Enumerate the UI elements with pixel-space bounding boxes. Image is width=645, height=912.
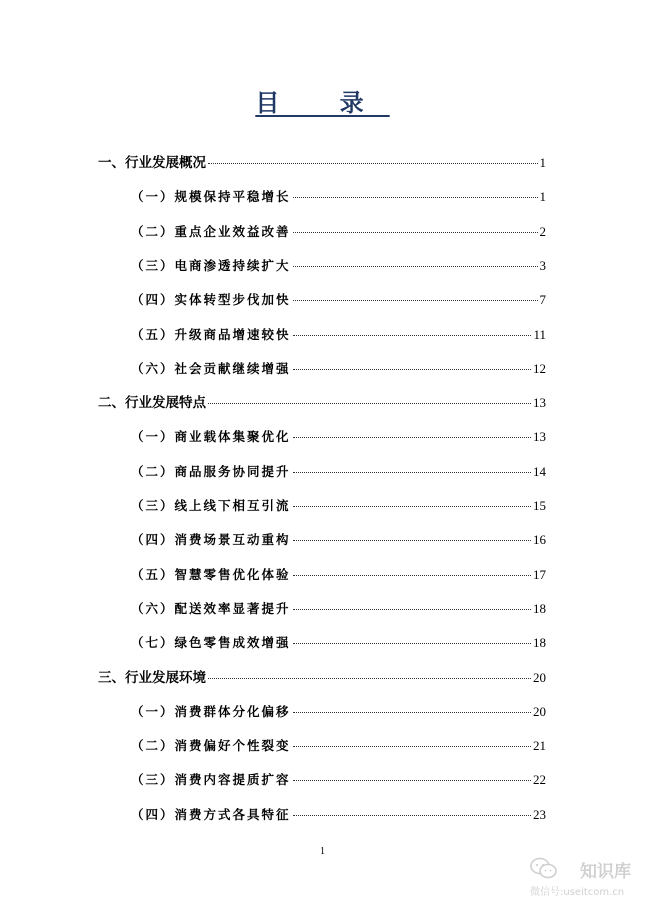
toc-entry-page: 12 xyxy=(533,360,546,376)
toc-entry-label: （一）消费群体分化偏移 xyxy=(131,703,291,719)
toc-entry[interactable] xyxy=(131,426,546,448)
toc-entry-page: 13 xyxy=(533,395,546,411)
toc-entry-label: （五）智慧零售优化体验 xyxy=(131,566,291,582)
toc-entry-label: （五）升级商品增速较快 xyxy=(131,326,291,342)
toc-entry[interactable] xyxy=(98,667,546,689)
toc-entry-page: 23 xyxy=(533,806,546,822)
dot-leader xyxy=(208,162,538,164)
toc-entry-label: （七）绿色零售成效增强 xyxy=(131,635,291,651)
toc-entry[interactable] xyxy=(131,358,546,380)
toc-entry-page: 2 xyxy=(539,223,546,239)
toc-entry[interactable] xyxy=(131,564,546,586)
dot-leader xyxy=(293,745,531,747)
toc-entry-label: （四）实体转型步伐加快 xyxy=(131,292,291,308)
toc-entry-page: 18 xyxy=(533,600,546,616)
dot-leader xyxy=(293,436,531,438)
toc-entry[interactable] xyxy=(98,392,546,414)
toc-entry[interactable] xyxy=(131,461,546,483)
dot-leader xyxy=(293,642,531,644)
toc-entry-page: 17 xyxy=(533,566,546,582)
toc-entry-label: （三）消费内容提质扩容 xyxy=(131,772,291,788)
toc-entry-label: （六）社会贡献继续增强 xyxy=(131,360,291,376)
toc-entry-label: （二）商品服务协同提升 xyxy=(131,463,291,479)
toc-entry[interactable] xyxy=(131,598,546,620)
toc-entry-label: （二）重点企业效益改善 xyxy=(131,223,291,239)
toc-entry[interactable] xyxy=(131,221,546,243)
toc-entry[interactable] xyxy=(131,324,546,346)
toc-entry[interactable] xyxy=(131,632,546,654)
toc-entry[interactable] xyxy=(131,701,546,723)
dot-leader xyxy=(293,608,531,610)
dot-leader xyxy=(293,368,531,370)
toc-entry-page: 21 xyxy=(533,738,546,754)
toc-entry-label: （一）规模保持平稳增长 xyxy=(131,189,291,205)
toc-entry-page: 1 xyxy=(539,189,546,205)
toc-entry-label: （三）线上线下相互引流 xyxy=(131,498,291,513)
dot-leader xyxy=(293,471,531,473)
toc-entry-label: （六）配送效率显著提升 xyxy=(131,600,291,616)
toc-entry-label: 三、行业发展环境 xyxy=(98,669,206,686)
toc-entry[interactable] xyxy=(131,735,546,757)
toc-entry-label: （四）消费场景互动重构 xyxy=(131,532,291,548)
toc-entry[interactable] xyxy=(131,255,546,277)
toc-entry-label: 一、行业发展概况 xyxy=(98,155,206,171)
toc-entry-label: 二、行业发展特点 xyxy=(98,395,206,412)
dot-leader xyxy=(293,711,531,713)
toc-entry-page: 18 xyxy=(533,635,546,651)
toc-entry-page: 3 xyxy=(539,257,546,273)
dot-leader xyxy=(293,299,538,301)
page-number: 1 xyxy=(320,846,325,857)
toc-entry-page: 1 xyxy=(539,155,546,170)
toc-entry-page: 20 xyxy=(533,669,546,685)
dot-leader xyxy=(293,779,531,781)
toc-entry-page: 11 xyxy=(533,326,546,342)
toc-entry[interactable] xyxy=(131,769,546,791)
toc-title: 目 录 xyxy=(255,89,390,117)
wechat-icon xyxy=(530,857,558,879)
toc-entry-page: 13 xyxy=(533,429,546,445)
toc-entry-page: 22 xyxy=(533,772,546,788)
dot-leader xyxy=(293,196,538,198)
dot-leader xyxy=(208,402,531,404)
toc-entry-page: 20 xyxy=(533,703,546,719)
dot-leader xyxy=(293,814,531,816)
watermark-subtitle: 微信号:useitcom.cn xyxy=(530,887,625,898)
watermark xyxy=(530,855,640,903)
toc-entry-page: 14 xyxy=(533,463,546,479)
toc-entry[interactable] xyxy=(98,152,546,174)
toc-entry[interactable] xyxy=(131,289,546,311)
dot-leader xyxy=(293,334,532,336)
dot-leader xyxy=(293,231,538,233)
dot-leader xyxy=(208,677,531,679)
toc-entry[interactable] xyxy=(131,186,546,208)
toc-entry[interactable] xyxy=(131,529,546,551)
dot-leader xyxy=(293,505,531,507)
toc-entry[interactable] xyxy=(131,804,546,826)
toc-entry-label: （一）商业载体集聚优化 xyxy=(131,429,291,445)
dot-leader xyxy=(293,265,538,267)
toc-entry-label: （四）消费方式各具特征 xyxy=(131,806,291,822)
dot-leader xyxy=(293,574,531,576)
toc-entry-page: 15 xyxy=(533,498,546,513)
toc-entry-label: （三）电商渗透持续扩大 xyxy=(131,257,291,273)
toc-entry[interactable] xyxy=(131,495,546,517)
dot-leader xyxy=(293,539,531,541)
toc-entry-page: 16 xyxy=(533,532,546,548)
toc-entry-label: （二）消费偏好个性裂变 xyxy=(131,738,291,754)
toc-entry-page: 7 xyxy=(539,292,546,308)
watermark-name: 知识库 xyxy=(580,862,631,882)
